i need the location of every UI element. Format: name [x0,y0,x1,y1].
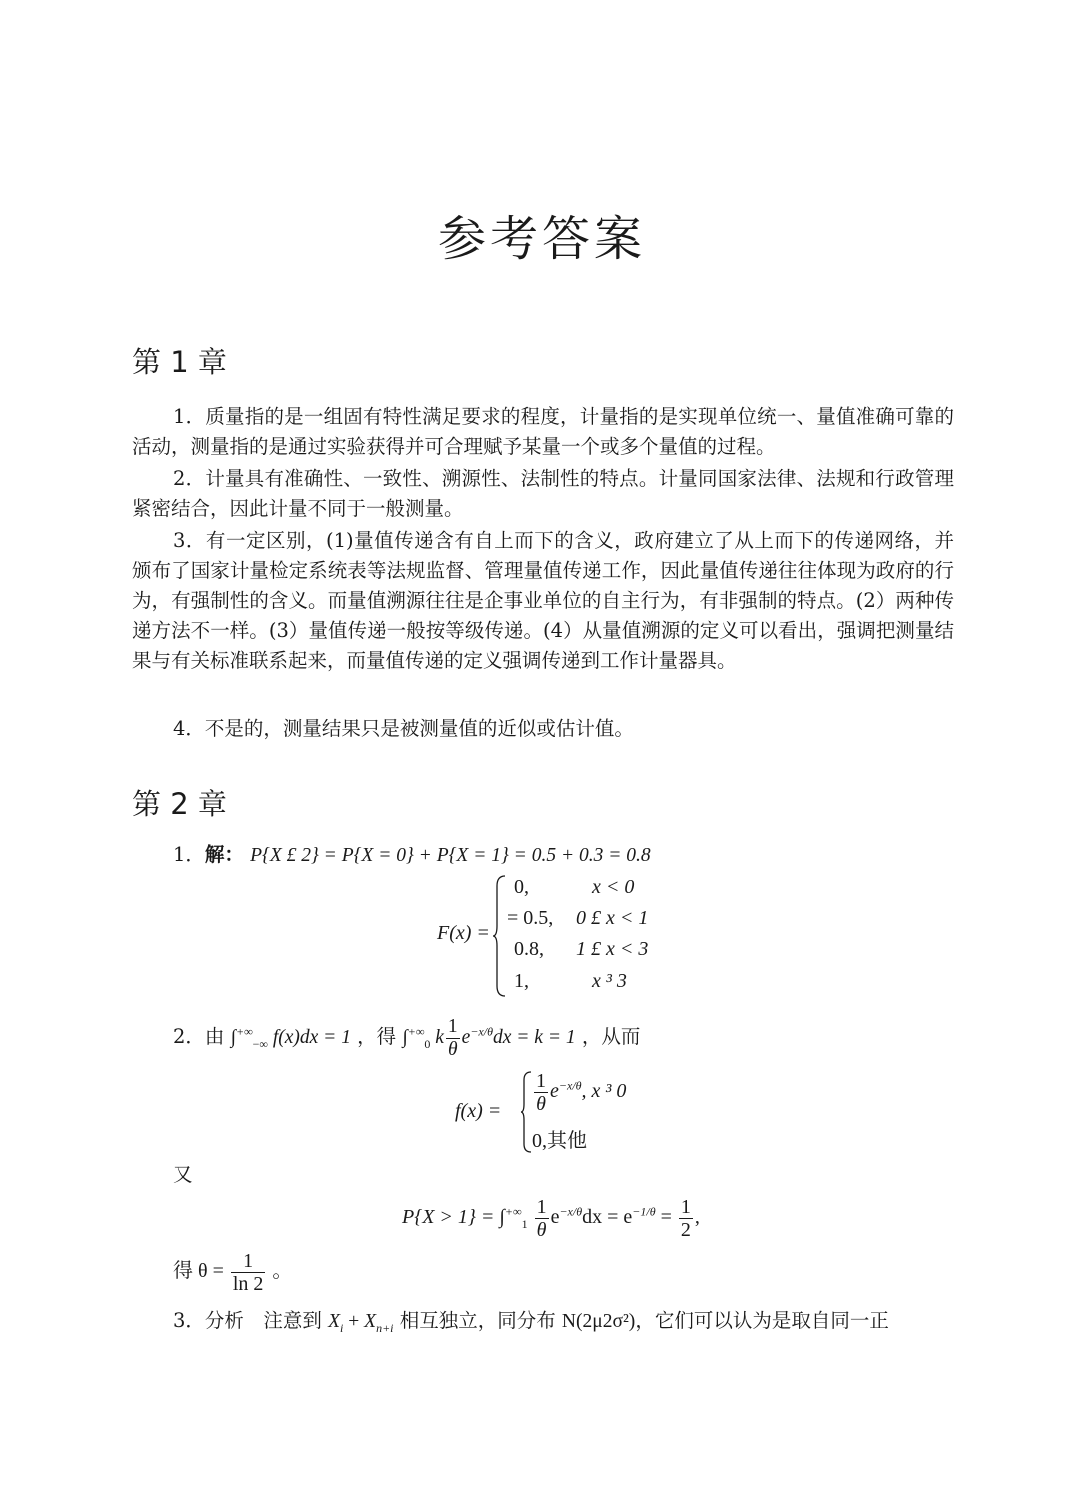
prob-equation: $P\{X > 1\} = \int^{+\infty}_1$ $\frac{1}{\theta}$ $e^{-x/\theta}dx = e^{-1/\theta}$ = $\frac{1}{2}$ , [402,1196,700,1241]
cdf-row-2: = 0.5, [507,907,554,929]
pdf-row-1: $\frac{1}{\theta}$ $e^{-x/\theta}$, x ³ 0 [536,1070,627,1115]
you-text: 又 [173,1163,193,1186]
cdf-brace-icon [493,874,507,998]
cdf-row-4: 1, [514,970,529,992]
ch2-q3-line: 3．分析 注意到 $X_i + X_{n+i}$ 相互独立，同分布 N(2μ2σ²)，它们可以认为是取自同一正 [173,1309,889,1335]
integral-2: $\int^{+\infty}_0$ k $\frac{1}{\theta}$ $e^{-x/\theta}dx = k = 1$ [402,1016,576,1060]
cdf-cond-4: x ³ 3 [592,970,627,992]
pdf-row-2: 0,其他 [532,1130,587,1152]
ch1-answer-2: 2．计量具有准确性、一致性、溯源性、法制性的特点。计量同国家法律、法规和行政管理紧密结合，因此计量不同于一般测量。 [132,467,954,520]
cdf-cond-1: x < 0 [592,876,635,898]
integral-1: $\int^{+\infty}_{-\infty}$ f(x)dx = 1 [230,1024,351,1051]
cdf-row-3: 0.8, [514,938,544,960]
chapter-2-heading: 第 2 章 [132,787,227,821]
ch1-answer-3: 3．有一定区别，(1)量值传递含有自上而下的含义，政府建立了从上而下的传递网络，并颁布了国家计量检定系统表等法规监督、管理量值传递工作，因此量值传递往往体现为政府的行为，有强制性的含义。而量值溯源往往是企事业单位的自主行为，有非强制的特点。(2）两种传递方法不一样。(3）量值传递一般按等级传递。(4）从量值溯源的定义可以看出，强调把测量结果与有关标准联系起来，而量值传递的定义强调传递到工作计量器具。 [132,529,954,672]
cdf-cond-3: 1 £ x < 3 [576,938,649,960]
theta-result: 得 θ = $\frac{1}{\ln 2}$ 。 [173,1250,293,1295]
cdf-row-1: 0, [514,876,529,898]
ch2-q2-line: 2．由 $\int^{+\infty}_{-\infty}$ f(x)dx = 1 ，得 $\int^{+\infty}_0$ k $\frac{1}{\theta}$ $e^{-x/\theta}dx = k = 1$ ，从而 [173,1016,641,1060]
pdf-lhs: f(x) = [455,1100,502,1122]
page-title: 参考答案 [437,211,646,267]
ch2-q1-line: 1．解： P{X £ 2} = P{X = 0} + P{X = 1} = 0.5 + 0.3 = 0.8 [173,843,651,866]
chapter-1-heading: 第 1 章 [132,345,227,379]
cdf-lhs: F(x) = [437,922,490,944]
cdf-cond-2: 0 £ x < 1 [576,907,649,929]
ch1-answer-1: 1．质量指的是一组固有特性满足要求的程度，计量指的是实现单位统一、量值准确可靠的活动，测量指的是通过实验获得并可合理赋予某量一个或多个量值的过程。 [132,405,954,458]
ch1-answer-4: 4．不是的，测量结果只是被测量值的近似或估计值。 [173,717,634,740]
